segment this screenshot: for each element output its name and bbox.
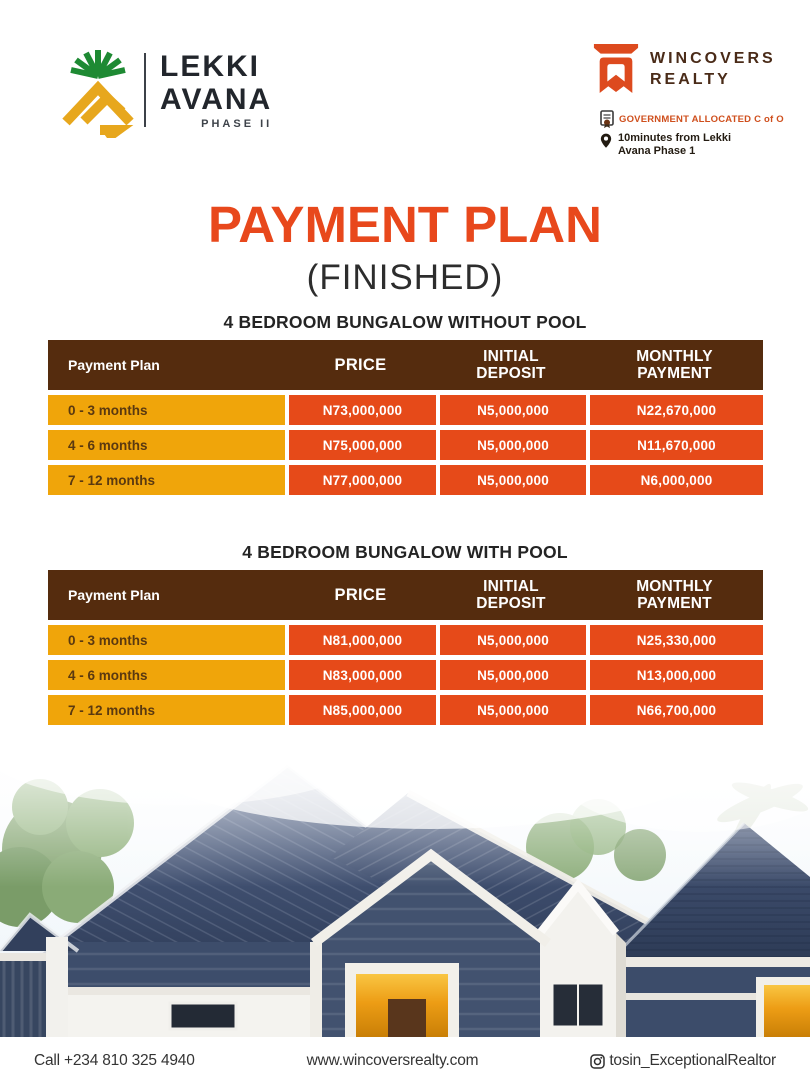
- table-cell-monthly: N66,700,000: [590, 695, 763, 725]
- table-cell-monthly: N6,000,000: [590, 465, 763, 495]
- table-cell-plan: 0 - 3 months: [48, 395, 285, 425]
- badge-cofo-text: GOVERNMENT ALLOCATED C of O: [619, 113, 784, 125]
- table-cell-monthly: N11,670,000: [590, 430, 763, 460]
- table-cell-deposit: N5,000,000: [440, 695, 586, 725]
- table-cell-price: N77,000,000: [289, 465, 436, 495]
- brand-name-line2: AVANA: [160, 83, 273, 116]
- footer-social-handle: tosin_ExceptionalRealtor: [609, 1052, 776, 1069]
- table-cell-monthly: N22,670,000: [590, 395, 763, 425]
- col-header-initial-deposit: INITIAL DEPOSIT: [476, 348, 546, 382]
- table-cell-deposit: N5,000,000: [440, 465, 586, 495]
- table-header-row: [48, 340, 763, 390]
- table-cell-monthly: N25,330,000: [590, 625, 763, 655]
- wincovers-realty-logo: [592, 40, 792, 158]
- table-cell-price: N81,000,000: [289, 625, 436, 655]
- realty-name-line2: REALTY: [650, 71, 731, 88]
- table-cell-deposit: N5,000,000: [440, 660, 586, 690]
- table-cell-price: N75,000,000: [289, 430, 436, 460]
- table-cell-monthly: N13,000,000: [590, 660, 763, 690]
- footer-website[interactable]: www.wincoversrealty.com: [306, 1052, 479, 1069]
- col-header-payment-plan: Payment Plan: [68, 357, 160, 373]
- table1-caption: 4 BEDROOM BUNGALOW WITHOUT POOL: [223, 312, 587, 332]
- table-cell-price: N83,000,000: [289, 660, 436, 690]
- location-pin-icon: [600, 132, 612, 149]
- table-cell-deposit: N5,000,000: [440, 625, 586, 655]
- table-cell-price: N85,000,000: [289, 695, 436, 725]
- payment-table-with-pool: [48, 570, 763, 725]
- col-header-price: PRICE: [334, 355, 387, 374]
- table-cell-price: N73,000,000: [289, 395, 436, 425]
- brand-name-line1: LEKKI: [160, 50, 260, 83]
- col-header-payment-plan: Payment Plan: [68, 587, 160, 603]
- certificate-icon: [600, 110, 614, 128]
- badge-location-text: 10minutes from Lekki Avana Phase 1: [618, 132, 732, 157]
- footer: [0, 1046, 810, 1076]
- col-header-initial-deposit: INITIAL DEPOSIT: [476, 578, 546, 612]
- payment-table-without-pool: [48, 340, 763, 495]
- table2-caption: 4 BEDROOM BUNGALOW WITH POOL: [242, 542, 568, 562]
- footer-phone[interactable]: Call +234 810 325 4940: [34, 1052, 195, 1069]
- col-header-monthly-payment: MONTHLY PAYMENT: [636, 348, 713, 382]
- brand-phase: PHASE II: [201, 118, 273, 130]
- instagram-icon: [590, 1054, 605, 1069]
- lekki-avana-pineapple-icon: [60, 42, 136, 138]
- col-header-price: PRICE: [334, 585, 387, 604]
- table-cell-plan: 4 - 6 months: [48, 430, 285, 460]
- lekki-avana-logo: [60, 42, 272, 138]
- realty-name-line1: WINCOVERS: [650, 50, 776, 67]
- page-title: PAYMENT PLAN: [208, 196, 602, 253]
- house-image: [0, 737, 810, 1037]
- footer-social[interactable]: [590, 1052, 776, 1070]
- table-cell-plan: 0 - 3 months: [48, 625, 285, 655]
- badge-cofo: [600, 110, 792, 128]
- page-subtitle: (FINISHED): [306, 258, 504, 297]
- table-cell-plan: 7 - 12 months: [48, 695, 285, 725]
- table-cell-deposit: N5,000,000: [440, 395, 586, 425]
- table-cell-plan: 7 - 12 months: [48, 465, 285, 495]
- wincovers-monument-icon: [592, 40, 640, 96]
- table-header-row: [48, 570, 763, 620]
- brand-divider: [144, 53, 146, 127]
- badge-location: [600, 132, 792, 158]
- table-cell-plan: 4 - 6 months: [48, 660, 285, 690]
- table-cell-deposit: N5,000,000: [440, 430, 586, 460]
- col-header-monthly-payment: MONTHLY PAYMENT: [636, 578, 713, 612]
